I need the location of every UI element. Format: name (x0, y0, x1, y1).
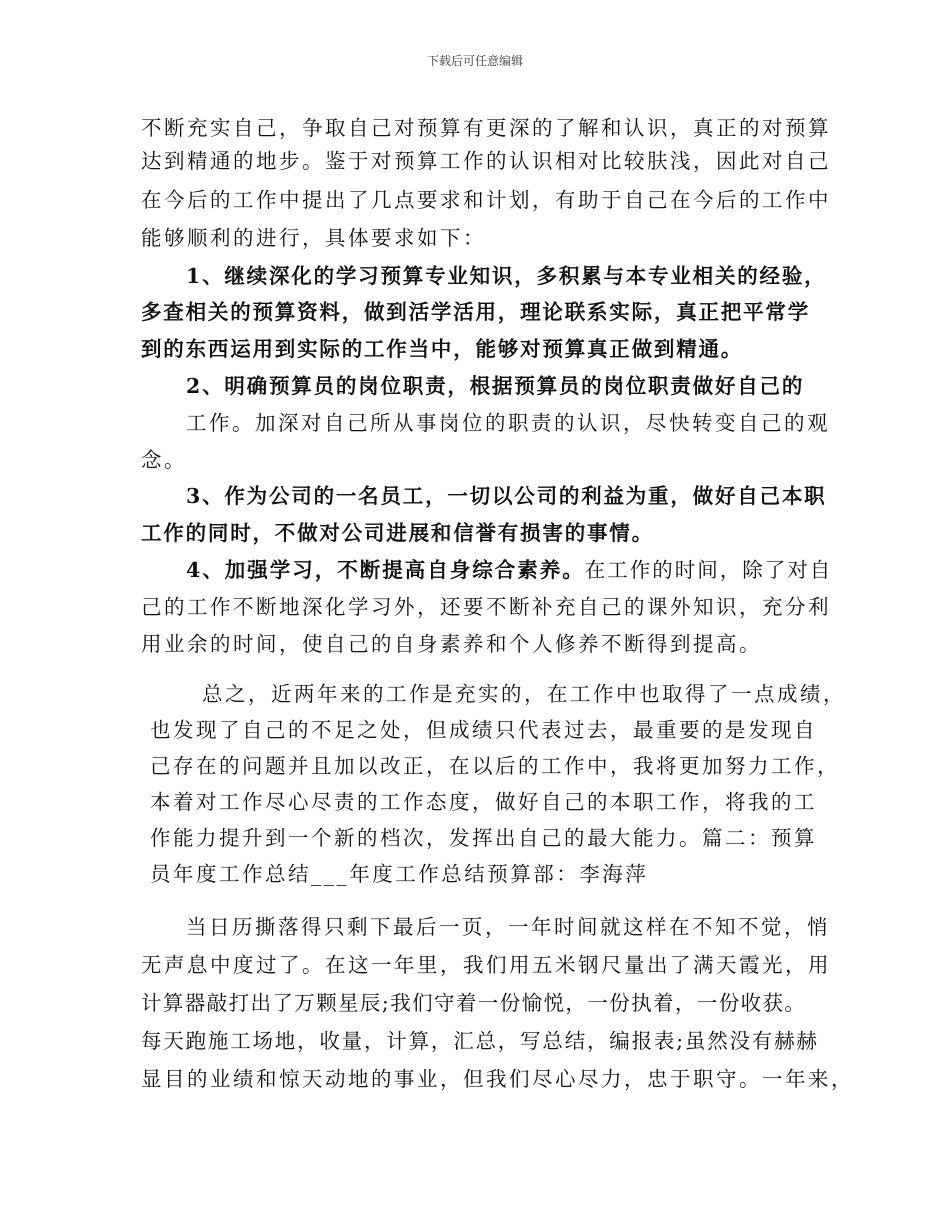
text-line: 达到精通的地步。鉴于对预算工作的认识相对比较肤浅，因此对自己 (141, 149, 831, 173)
text-line: 工作。加深对自己所从事岗位的职责的认识，尽快转变自己的观 (186, 411, 830, 435)
text-line: 能够顺利的进行，具体要求如下： (141, 226, 486, 250)
text-line: 本着对工作尽心尽责的工作态度，做好自己的本职工作，将我的工 (150, 790, 817, 814)
page-header: 下载后可任意编辑 (426, 54, 523, 68)
text-line: 也发现了自己的不足之处，但成绩只代表过去，最重要的是发现自 (150, 718, 817, 742)
text-line: 作能力提升到一个新的档次，发挥出自己的最大能力。篇二：预算 (150, 826, 817, 850)
text-line: 1、继续深化的学习预算专业知识，多积累与本专业相关的经验， (186, 264, 827, 288)
text-line: 多查相关的预算资料，做到活学活用，理论联系实际，真正把平常学 (141, 300, 810, 324)
text-line: 计算器敲打出了万颗星辰;我们守着一份愉悦，一份执着，一份收获。 (141, 991, 807, 1015)
text-line: 2、明确预算员的岗位职责，根据预算员的岗位职责做好自己的 (186, 374, 805, 398)
text-line: 己存在的问题并且加以改正，在以后的工作中，我将更加努力工作， (150, 754, 840, 778)
text-line: 无声息中度过了。在这一年里，我们用五米钢尺量出了满天霞光，用 (141, 953, 831, 977)
text-line: 显目的业绩和惊天动地的事业，但我们尽心尽力，忠于职守。一年来， (141, 1067, 854, 1091)
text-line: 员年度工作总结___年度工作总结预算部：李海萍 (150, 862, 649, 886)
text-line: 不断充实自己，争取自己对预算有更深的了解和认识，真正的对预算 (141, 116, 831, 140)
text-line: 己的工作不断地深化学习外，还要不断补充自己的课外知识，充分利 (141, 595, 831, 619)
text-line: 当日历撕落得只剩下最后一页，一年时间就这样在不知不觉，悄 (186, 915, 830, 939)
text-line: 念。 (141, 448, 187, 472)
text-line: 工作的同时，不做对公司进展和信誉有损害的事情。 (141, 521, 654, 545)
text-line (186, 558, 832, 582)
text-span: 在工作的时间，除了对自 (584, 558, 833, 582)
bold-heading: 4、加强学习，不断提高自身综合素养。 (186, 558, 585, 582)
text-line: 到的东西运用到实际的工作当中，能够对预算真正做到精通。 (141, 337, 744, 361)
text-line: 总之，近两年来的工作是充实的，在工作中也取得了一点成绩， (202, 682, 846, 706)
text-line: 在今后的工作中提出了几点要求和计划，有助于自己在今后的工作中 (141, 188, 831, 212)
text-line: 每天跑施工场地，收量，计算，汇总，写总结，编报表;虽然没有赫赫 (141, 1029, 819, 1053)
text-line: 3、作为公司的一名员工，一切以公司的利益为重，做好自己本职 (186, 484, 827, 508)
text-line: 用业余的时间，使自己的自身素养和个人修养不断得到提高。 (141, 632, 762, 656)
